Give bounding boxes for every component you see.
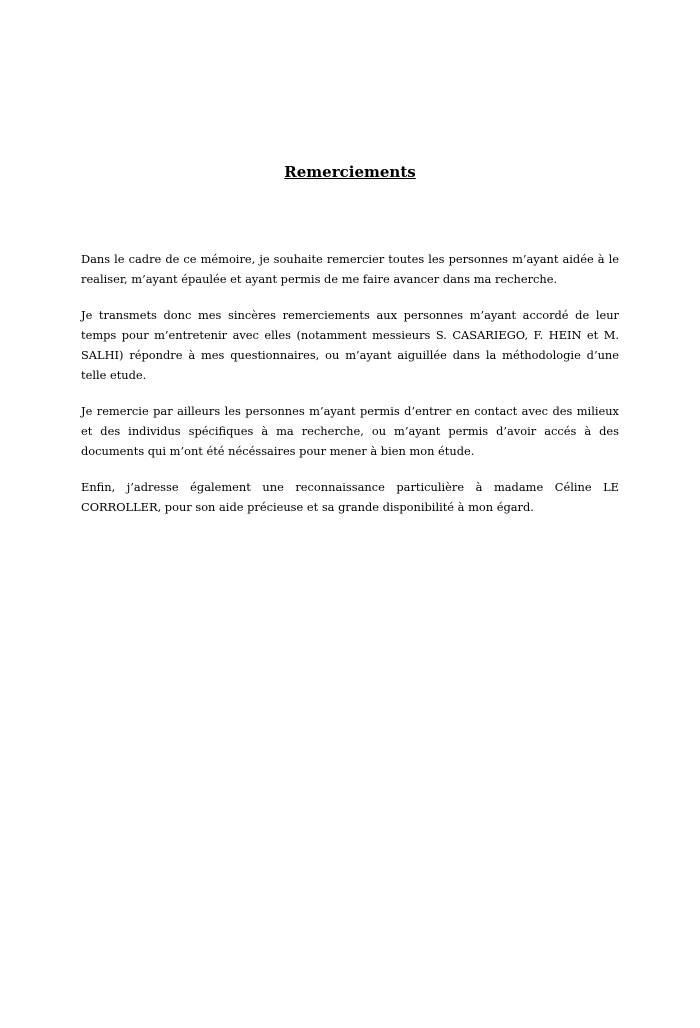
- acknowledgements-body: [81, 249, 619, 533]
- paragraph-supervisor: Enfin, j’adresse également une reconnaissance particulière à madame Céline LE CORROLLER, pour son aide précieuse et sa grande disponibilité à mon égard.: [81, 480, 619, 514]
- paragraph-interviewees: Je transmets donc mes sincères remerciements aux personnes m’ayant accordé de leur temps pour m’entretenir avec elles (notamment messieurs S. CASARIEGO, F. HEIN et M. SALHI) répondre à mes questionnaires, ou m’ayant aiguillée dans la méthodologie d’une telle etude.: [81, 308, 619, 382]
- paragraph-intro: Dans le cadre de ce mémoire, je souhaite remercier toutes les personnes m’ayant aidée à le realiser, m’ayant épaulée et ayant permis de me faire avancer dans ma recherche.: [81, 252, 619, 286]
- paragraph-contacts: Je remercie par ailleurs les personnes m’ayant permis d’entrer en contact avec des milieux et des individus spécifiques à ma recherche, ou m’ayant permis d’avoir accés à des documents qui m’ont été nécéssaires pour mener à bien mon étude.: [81, 404, 619, 458]
- page-title: Remerciements: [284, 163, 416, 181]
